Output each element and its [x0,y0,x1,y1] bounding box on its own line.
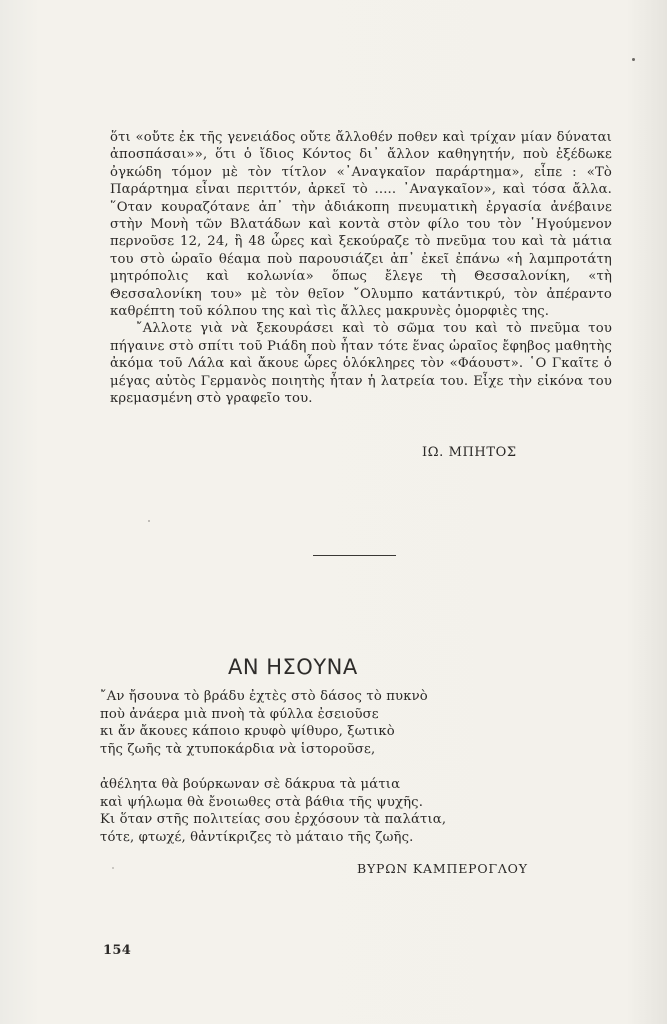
poem-body [100,688,570,846]
poem-line: τῆς ζωῆς τὰ χτυποκάρδια νὰ ἱστοροῦσε, [100,741,376,757]
poem-line: τότε, φτωχέ, θἀντίκριζες τὸ μάταιο τῆς ζωῆς. [100,829,414,845]
prose-paragraph-2: ῎Αλλοτε γιὰ νὰ ξεκουράσει καὶ τὸ σῶμα του καὶ τὸ πνεῦμα του πήγαινε στὸ σπίτι τοῦ Ριάδη ποὺ ἦταν τότε ἕνας ὡραῖος ἔφηβος μαθητὴς ἀκόμα τοῦ Λάλα καὶ ἄκουε ὧρες ὁλόκληρες τὸν «Φάουστ». ῾Ο Γκαῖτε ὁ μέγας αὐτὸς Γερμανὸς ποιητὴς ἦταν ἡ λατρεία του. Εἶχε τὴν εἰκόνα του κρεμασμένη στὸ γραφεῖο του. [110,321,612,407]
poem-line: ῎Αν ἤσουνα τὸ βράδυ ἐχτὲς στὸ δάσος τὸ πυκνὸ [100,689,428,704]
poem-stanza-1 [100,688,570,758]
poem-author-signature: ΒΥΡΩΝ ΚΑΜΠΕΡΟΓΛΟΥ [357,861,528,876]
page-number: 154 [103,943,132,958]
paper-speck [632,58,635,61]
prose-author-signature: ΙΩ. ΜΠΗΤΟΣ [422,445,517,460]
poem-stanza-2 [100,776,570,846]
poem-line: καὶ ψήλωμα θὰ ἔνοιωθες στὰ βάθια τῆς ψυχῆς. [100,794,424,810]
paper-speck [112,867,114,869]
poem-line: κι ἄν ἄκουες κάποιο κρυφὸ ψίθυρο, ξωτικὸ [100,724,395,740]
section-divider [313,555,396,556]
poem-line: ἀθέλητα θὰ βούρκωναν σὲ δάκρυα τὰ μάτια [100,776,401,792]
poem-line: Κι ὅταν στῆς πολιτείας σου ἐρχόσουν τὰ παλάτια, [100,812,447,828]
prose-block [110,129,612,408]
poem-line: ποὺ ἀνάερα μιὰ πνοὴ τὰ φύλλα ἐσειοῦσε [100,706,379,722]
paper-speck [148,520,150,522]
prose-paragraph-1: ὅτι «οὔτε ἐκ τῆς γενειάδος οὔτε ἄλλοθέν ποθεν καὶ τρίχαν μίαν δύναται ἀποσπάσαι»», ὅτι ὁ ἴδιος Κόντος δι᾽ ἄλλον καθηγητήν, ποὺ ἐξέδωκε ὀγκώδη τόμον μὲ τὸν τίτλον «᾽Αναγκαῖον παράρτημα», εἶπε : «Τὸ Παράρτημα εἶναι περιττόν, ἀρκεῖ τὸ ..... ᾽Αναγκαῖον», καὶ τόσα ἄλλα. ῞Οταν κουραζότανε ἀπ᾽ τὴν ἀδιάκοπη πνευματικὴ ἐργασία ἀνέβαινε στὴν Μονὴ τῶν Βλατάδων καὶ κοντὰ στὸν φίλο του τὸν ῾Ηγούμενον περνοῦσε 12, 24, ἢ 48 ὧρες καὶ ξεκούραζε τὸ πνεῦμα του καὶ τὰ μάτια του στὸ ὡραῖο θέαμα ποὺ παρουσιάζει ἀπ᾽ ἐκεῖ ἐπάνω «ἡ λαμπροτάτη μητρόπολις καὶ κολωνία» ὅπως ἔλεγε τὴ Θεσσαλονίκη, «τὴ Θεσσαλονίκη του» μὲ τὸν θεῖον ῎Ολυμπο κατάντικρύ, τὸν ἀπέραντο καθρέπτη τοῦ κόλπου της καὶ τὶς ἄλλες μακρυνὲς ὀμορφιὲς της. [110,130,612,320]
poem-title: ΑΝ ΗΣΟΥΝΑ [228,655,358,679]
